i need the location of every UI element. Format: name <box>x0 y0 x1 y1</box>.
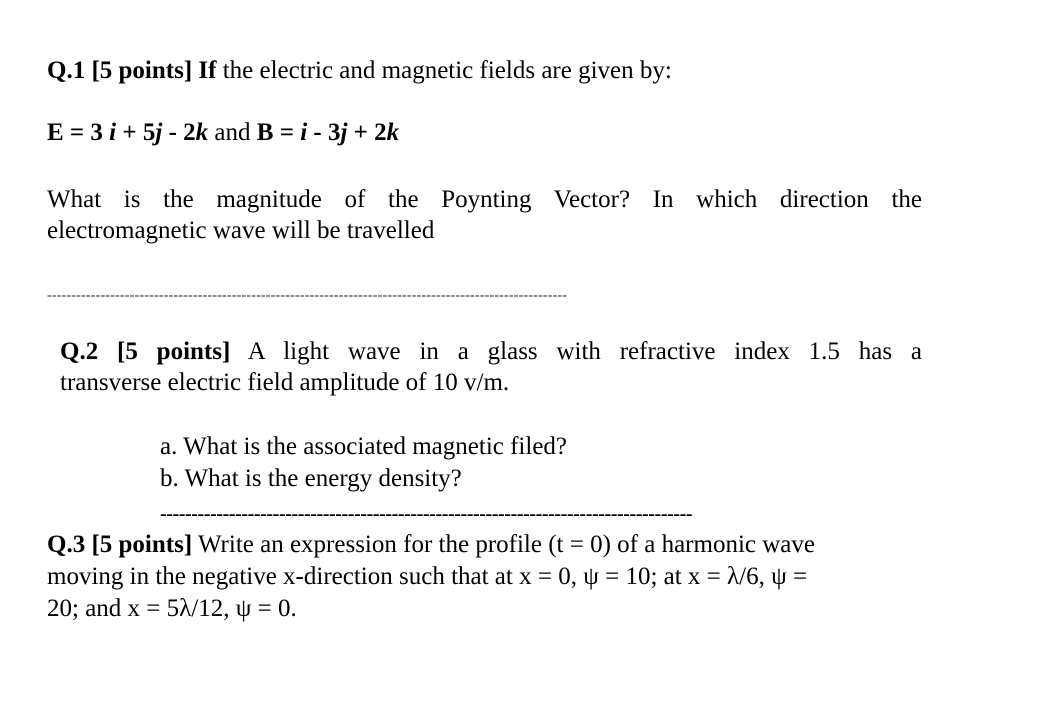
q1-question-line2: electromagnetic wave will be travelled <box>47 217 435 244</box>
q3-text-line2: moving in the negative x-direction such that at x = 0, ψ = 10; at x = λ/6, ψ = <box>47 563 808 590</box>
separator-1: ----------------------------------------------------------------------------------------------------------- <box>47 288 568 303</box>
eq-and: and <box>208 119 257 146</box>
eq-b-k: k <box>386 119 400 146</box>
q2-item-a: a. What is the associated magnetic filed? <box>160 433 568 460</box>
eq-b-i: i <box>300 119 308 146</box>
q2-text-line1: A light wave in a glass with refractive index 1.5 has a <box>230 338 922 365</box>
eq-b-lhs: B = <box>256 119 301 146</box>
q1-label: Q.1 [5 points] If <box>47 57 217 84</box>
q3-label: Q.3 [5 points] <box>47 531 193 558</box>
q2-label: Q.2 [5 points] <box>60 338 231 365</box>
q3-line1 <box>47 530 815 560</box>
eq-e-j: j <box>155 119 163 146</box>
eq-e-mid2: - 2 <box>162 119 196 146</box>
q1-question-line1: What is the magnitude of the Poynting Vector? In which direction the <box>47 186 922 213</box>
q3-text-line1: Write an expression for the profile (t = 0) of a harmonic wave <box>192 531 815 558</box>
eq-b-mid2: + 2 <box>347 119 387 146</box>
eq-b-j: j <box>340 119 348 146</box>
separator-2: ------------------------------------------------------------------------------------- <box>160 504 693 524</box>
q1-intro: the electric and magnetic fields are given by: <box>216 57 672 84</box>
eq-b-mid1: - 3 <box>307 119 341 146</box>
q1-equation <box>47 118 399 148</box>
q2-item-b: b. What is the energy density? <box>160 465 462 492</box>
q2-text-line2: transverse electric field amplitude of 10 v/m. <box>60 369 510 396</box>
q3-text-line3: 20; and x = 5λ/12, ψ = 0. <box>47 595 297 622</box>
eq-e-mid1: + 5 <box>116 119 156 146</box>
eq-e-i: i <box>109 119 117 146</box>
q1-heading <box>47 56 672 86</box>
eq-e-lhs: E = 3 <box>47 119 110 146</box>
q2-line1 <box>60 336 922 368</box>
eq-e-k: k <box>195 119 209 146</box>
